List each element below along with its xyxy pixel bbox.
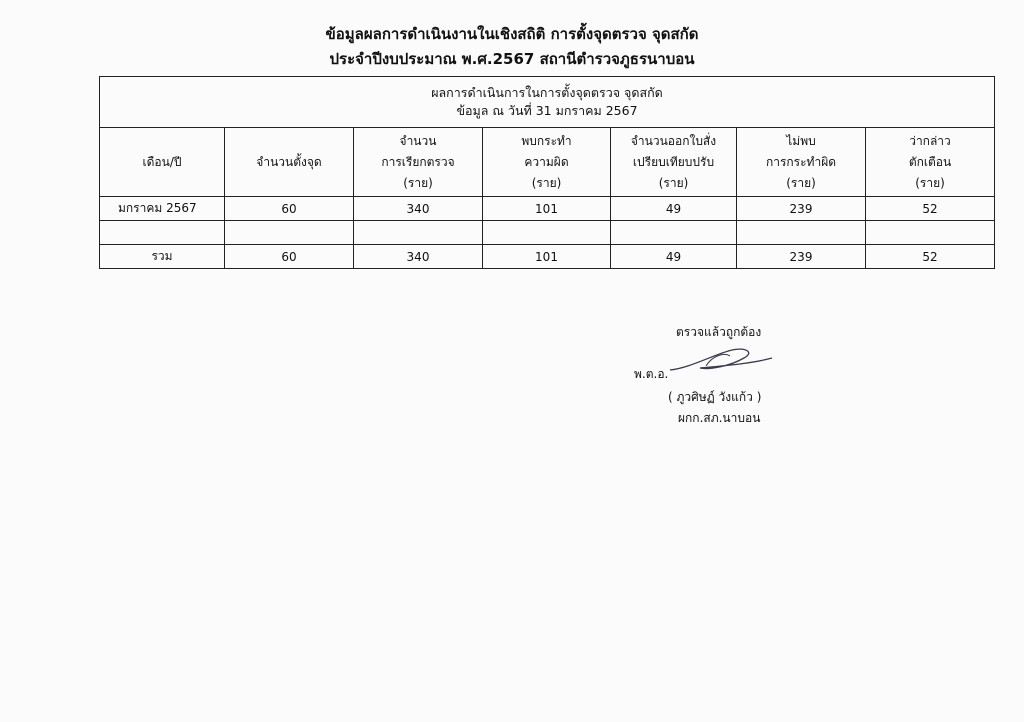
col-header-line: พบกระทำ [521,133,572,148]
cell-total-label: รวม [100,245,225,269]
col-header-offenses [483,128,611,197]
col-header-month-label: เดือน/ปี [142,154,182,169]
cell-empty [354,221,483,245]
table-caption-row [100,77,995,128]
cell-empty [483,221,611,245]
col-header-unit: (ราย) [786,175,816,190]
col-header-line: ตักเตือน [908,154,952,169]
table-row-empty [100,221,995,245]
signer-name: ( ภูวศิษฏ์ วังแก้ว ) [668,390,762,404]
col-header-line: เปรียบเทียบปรับ [632,154,715,169]
cell-value: 101 [483,197,611,221]
col-header-checkpoints [225,128,354,197]
cell-empty [611,221,737,245]
col-header-line: ความผิด [524,154,569,169]
cell-empty [866,221,995,245]
col-header-line: ไม่พบ [786,133,816,148]
col-header-line: จำนวน [399,133,437,148]
cell-empty [100,221,225,245]
verification-note: ตรวจแล้วถูกต้อง [676,325,762,339]
table-caption [100,77,995,128]
col-header-unit: (ราย) [658,175,689,190]
col-header-no-offense [737,128,866,197]
table-row [100,197,995,221]
statistics-table [99,76,995,269]
cell-value: 340 [354,245,483,269]
col-header-unit: (ราย) [531,175,562,190]
signer-rank: พ.ต.อ. [634,367,669,381]
col-header-unit: (ราย) [403,175,433,190]
caption-line-1: ผลการดำเนินการในการตั้งจุดตรวจ จุดสกัด [431,85,663,100]
col-header-line: จำนวนออกใบสั่ง [630,133,717,148]
col-header-tickets [611,128,737,197]
col-header-line: การเรียกตรวจ [381,154,455,169]
handwritten-signature [660,344,780,378]
cell-month: มกราคม 2567 [100,197,225,221]
col-header-warned [866,128,995,197]
document-subtitle: ประจำปีงบประมาณ พ.ศ.2567 สถานีตำรวจภูธรนาบอน [329,50,695,68]
cell-value: 340 [354,197,483,221]
table-total-row [100,245,995,269]
col-header-unit: (ราย) [915,175,945,190]
cell-value: 239 [737,197,866,221]
column-header-row [100,128,995,197]
cell-empty [737,221,866,245]
document-title: ข้อมูลผลการดำเนินงานในเชิงสถิติ การตั้งจุดตรวจ จุดสกัด [325,25,699,43]
caption-line-2: ข้อมูล ณ วันที่ 31 มกราคม 2567 [456,103,638,118]
cell-value: 60 [225,245,354,269]
col-header-checkpoints-label: จำนวนตั้งจุด [256,154,322,169]
cell-value: 52 [866,245,995,269]
col-header-inspected [354,128,483,197]
cell-value: 52 [866,197,995,221]
signer-position: ผกก.สภ.นาบอน [678,411,761,425]
cell-value: 49 [611,245,737,269]
col-header-line: ว่ากล่าว [909,133,951,148]
col-header-month [100,128,225,197]
cell-value: 60 [225,197,354,221]
cell-value: 49 [611,197,737,221]
cell-value: 239 [737,245,866,269]
cell-value: 101 [483,245,611,269]
cell-empty [225,221,354,245]
col-header-line: การกระทำผิด [765,154,837,169]
